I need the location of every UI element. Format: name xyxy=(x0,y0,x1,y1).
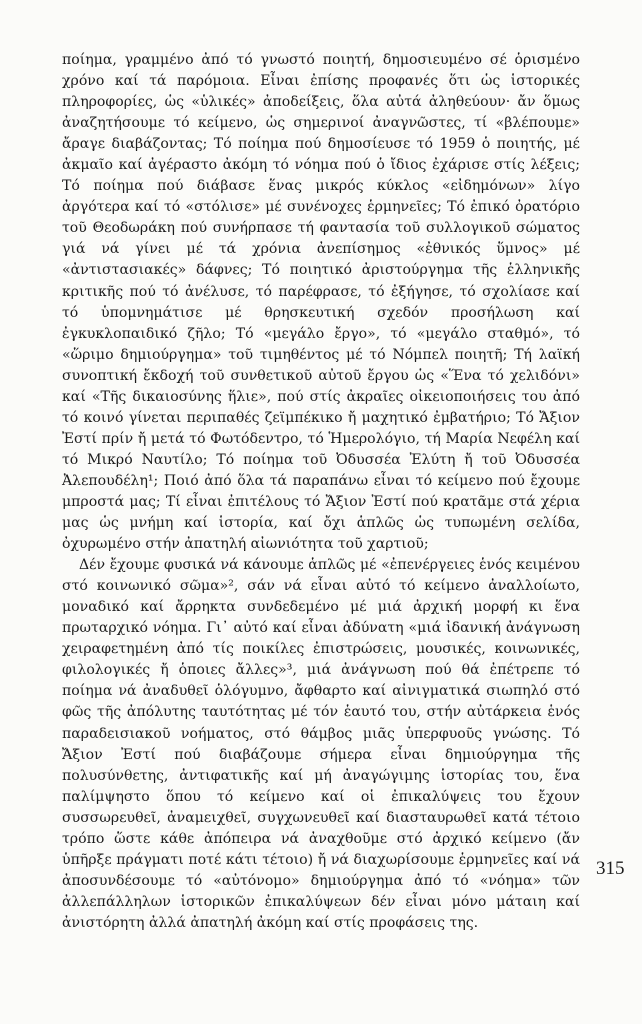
paragraph-2: Δέν ἔχουμε φυσικά νά κάνουμε ἁπλῶς μέ «ἐπενέργειες ἑνός κειμένου στό κοινωνικό σῶμα»², σάν νά εἶναι αὐτό τό κείμενο ἀναλλοίωτο, μοναδικό καί ἄρρηκτα συνδεδεμένο μέ μιά ἀρχική μορφή κι ἕνα πρωταρχικό νόημα. Γι᾽ αὐτό καί εἶναι ἀδύνατη «μιά ἰδανική ἀνάγνωση χειραφετημένη ἀπό τίς ποικίλες ἐπιστρώσεις, μουσικές, κοινωνικές, φιλολογικές ἤ ὁποιες ἄλλες»³, μιά ἀνάγνωση πού θά ἐπέτρεπε τό ποίημα νά ἀναδυθεῖ ὁλόγυμνο, ἄφθαρτο καί αἰνιγματικά σιωπηλό στό φῶς τῆς ἀπόλυτης ταυτότητας μέ τόν ἑαυτό του, στήν αὐτάρκεια ἑνός παραδεισιακοῦ νοήματος, στό θάμβος μιᾶς ὑπερφυοῦς γνώσης. Τό Ἄξιον Ἐστί πού διαβάζουμε σήμερα εἶναι δημιούργημα τῆς πολυσύνθετης, ἀντιφατικῆς καί μή ἀναγώγιμης ἱστορίας του, ἕνα παλίμψηστο ὅπου τό κείμενο καί οἱ ἐπικαλύψεις του ἔχουν συσσωρευθεῖ, ἀναμειχθεῖ, συγχωνευθεῖ καί διασταυρωθεῖ κατά τέτοιο τρόπο ὥστε κάθε ἀπόπειρα νά ἀναχθοῦμε στό ἀρχικό κείμενο (ἄν ὑπῆρξε πράγματι ποτέ κάτι τέτοιο) ἤ νά διαχωρίσουμε ἑρμηνεῖες καί νά ἀποσυνδέσουμε τό «αὐτόνομο» δημιούργημα ἀπό τό «νόημα» τῶν ἀλλεπάλληλων ἱστορικῶν ἐπικαλύψεων δέν εἶναι μόνο μάταιη καί ἀνιστόρητη ἀλλά ἀπατηλή ἀκόμη καί στίς προφάσεις της. xyxy=(62,557,580,931)
paragraph-1: ποίημα, γραμμένο ἀπό τό γνωστό ποιητή, δημοσιευμένο σέ ὁρισμένο χρόνο καί τά παρόμοια. Εἶναι ἐπίσης προφανές ὅτι ὡς ἱστορικές πληροφορίες, ὡς «ὑλικές» ἀποδείξεις, ὅλα αὐτά ἀληθεύουν· ἄν ὅμως ἀναζητήσουμε τό κείμενο, ὡς σημερινοί ἀναγνῶστες, τί «βλέπουμε» ἄραγε διαβάζοντας; Τό ποίημα πού δημοσίευσε τό 1959 ὁ ποιητής, μέ ἀκμαῖο καί ἀγέραστο ἀκόμη τό νόημα πού ὁ ἴδιος ἐχάρισε στίς λέξεις; Τό ποίημα πού διάβασε ἕνας μικρός κύκλος «εἰδημόνων» λίγο ἀργότερα καί τό «στόλισε» μέ συνένοχες ἑρμηνεῖες; Τό ἐπικό ὀρατόριο τοῦ Θεοδωράκη πού συνήρπασε τή φαντασία τοῦ συλλογικοῦ σώματος γιά νά γίνει μέ τά χρόνια ἀνεπίσημος «ἐθνικός ὕμνος» μέ «ἀντιστασιακές» δάφνες; Τό ποιητικό ἀριστούργημα τῆς ἑλληνικῆς κριτικῆς πού τό ἀνέλυσε, τό παρέφρασε, τό ἐξήγησε, τό σχολίασε καί τό ὑπομνημάτισε μέ θρησκευτική σχεδόν προσήλωση καί ἐγκυκλοπαιδικό ζῆλο; Τό «μεγάλο ἔργο», τό «μεγάλο σταθμό», τό «ὥριμο δημιούργημα» τοῦ τιμηθέντος μέ τό Νόμπελ ποιητῆ; Τή λαϊκή συνοπτική ἔκδοχή τοῦ συνθετικοῦ αὐτοῦ ἔργου ὡς «Ἕνα τό χελιδόνι» καί «Τῆς δικαιοσύνης ἥλιε», πού στίς ἀκραῖες οἰκειοποιήσεις του ἀπό τό κοινό γίνεται περιπαθές ζεϊμπέκικο ἤ μαχητικό ἐμβατήριο; Τό Ἄξιον Ἐστί πρίν ἤ μετά τό Φωτόδεντρο, τό Ἡμερολόγιο, τή Μαρία Νεφέλη καί τό Μικρό Ναυτίλο; Τό ποίημα τοῦ Ὀδυσσέα Ἐλύτη ἤ τοῦ Ὀδυσσέα Ἀλεπουδέλη¹; Ποιό ἀπό ὅλα τά παραπάνω εἶναι τό κείμενο πού ἔχουμε μπροστά μας; Τί εἶναι ἐπιτέλους τό Ἄξιον Ἐστί πού κρατᾶμε στά χέρια μας ὡς μνήμη καί ἱστορία, καί ὄχι ἁπλῶς ὡς τυπωμένη σελίδα, ὀχυρωμένο στήν ἀπατηλή αἰωνιότητα τοῦ χαρτιοῦ; xyxy=(62,52,580,553)
body-text xyxy=(62,50,580,934)
page-number: 315 xyxy=(596,858,625,879)
